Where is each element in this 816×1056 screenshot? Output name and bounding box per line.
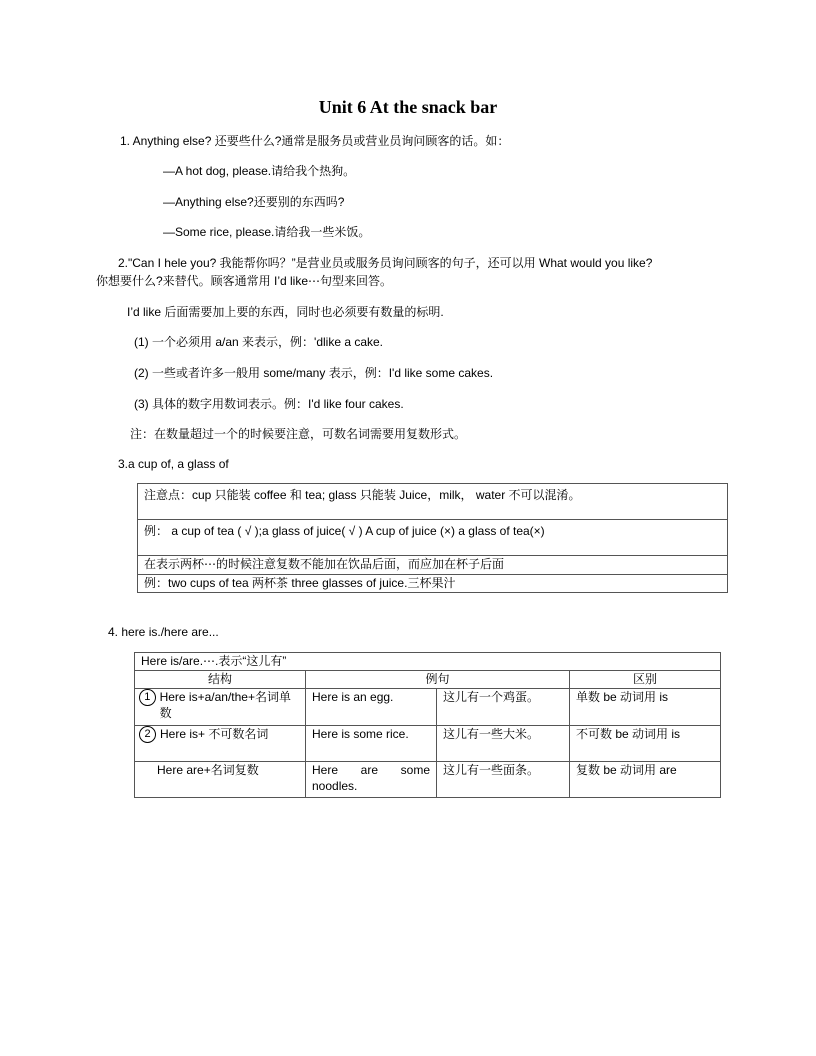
table-title: Here is/are.⋯.表示“这儿有”: [135, 653, 721, 671]
difference-cell: 单数 be 动词用 is: [570, 689, 721, 726]
cup-glass-table: [137, 483, 728, 593]
section4-heading: 4. here is./here are...: [108, 625, 219, 639]
header-difference: 区别: [570, 671, 721, 689]
cup-glass-row: 例： a cup of tea ( √ );a glass of juice( √ ) A cup of juice (×) a glass of tea(×): [138, 520, 728, 556]
section3-heading: 3.a cup of, a glass of: [118, 457, 229, 471]
example-en-cell: Here is an egg.: [306, 689, 437, 726]
structure-cell: Here are+名词复数: [135, 762, 306, 798]
here-is-are-table: [134, 652, 721, 798]
example-cn-cell: 这儿有一个鸡蛋。: [437, 689, 570, 726]
table-row: [135, 726, 721, 762]
header-example: 例句: [306, 671, 570, 689]
section1-example-2: —Anything else?还要别的东西吗?: [163, 195, 345, 209]
section2-line3: I’d like 后面需要加上要的东西，同时也必须要有数量的标明.: [127, 305, 444, 319]
cup-glass-row: 例：two cups of tea 两杯茶 three glasses of juice.三杯果汁: [138, 575, 728, 593]
difference-cell: 不可数 be 动词用 is: [570, 726, 721, 762]
section2-point-1: (1) 一个必须用 a/an 来表示，例：'dlike a cake.: [134, 335, 384, 349]
cup-glass-row: 注意点：cup 只能装 coffee 和 tea; glass 只能装 Juice，milk， water 不可以混淆。: [138, 484, 728, 520]
structure-cell: Here is+ 不可数名词: [160, 727, 269, 741]
table-row: [135, 689, 721, 726]
section2-line2: 你想要什么?来替代。顾客通常用 I’d like⋯句型来回答。: [96, 274, 393, 288]
section1-line: 1. Anything else? 还要些什么?通常是服务员或营业员询问顾客的话。如：: [120, 134, 510, 148]
circled-number: 2: [139, 726, 156, 743]
section2-line1: 2."Can I hele you? 我能帮你吗？”是营业员或服务员询问顾客的句子，还可以用 What would you like?: [118, 256, 653, 270]
example-cn-cell: 这儿有一些大米。: [437, 726, 570, 762]
section2-note: 注：在数量超过一个的时候要注意，可数名词需要用复数形式。: [130, 427, 467, 441]
header-structure: 结构: [135, 671, 306, 689]
table-row: [135, 762, 721, 798]
section2-point-3: (3) 具体的数字用数词表示。例：I'd like four cakes.: [134, 397, 404, 411]
section1-example-3: —Some rice, please.请给我一些米饭。: [163, 225, 371, 239]
cup-glass-row: 在表示两杯⋯的时候注意复数不能加在饮品后面，而应加在杯子后面: [138, 556, 728, 575]
example-en-cell: Here is some rice.: [306, 726, 437, 762]
page-title: Unit 6 At the snack bar: [318, 97, 498, 117]
circled-number: 1: [139, 689, 156, 706]
example-cn-cell: 这儿有一些面条。: [437, 762, 570, 798]
structure-cell: Here is+a/an/the+名词单数: [159, 690, 291, 720]
example-en-cell: Here are some noodles.: [306, 762, 437, 798]
section1-example-1: —A hot dog, please.请给我个热狗。: [163, 164, 356, 178]
difference-cell: 复数 be 动词用 are: [570, 762, 721, 798]
section2-point-2: (2) 一些或者许多一般用 some/many 表示，例：I'd like some cakes.: [134, 366, 494, 380]
